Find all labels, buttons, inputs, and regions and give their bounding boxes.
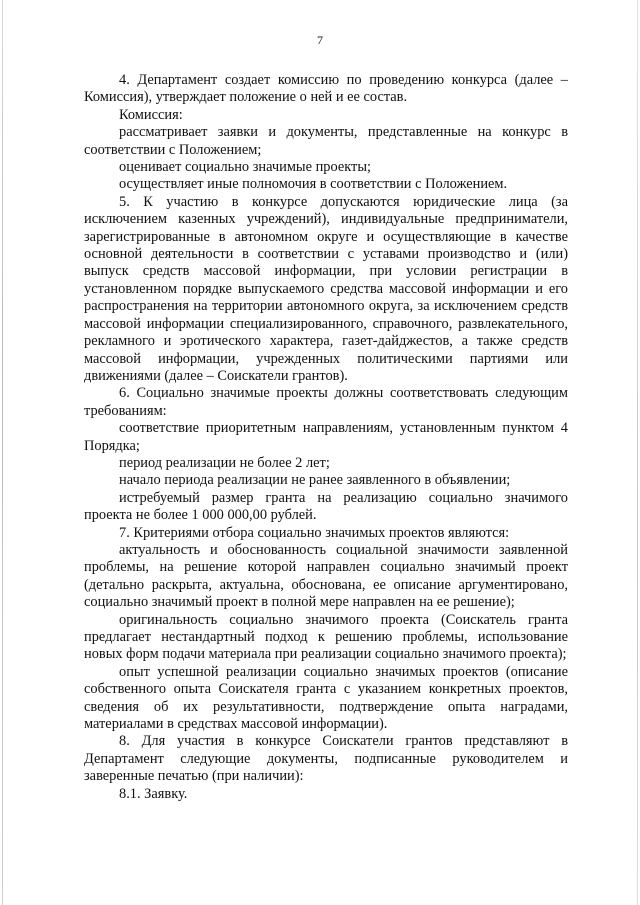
paragraph-commission-other: осуществляет иные полномочия в соответствии с Положением. [119, 176, 508, 193]
paragraph-7-originality: оригинальность социально значимого проекта (Соискатель гранта предлагает нестандартный подход к решению проблемы, использование новых форм подачи материала при реализации социально значимого проекта); [84, 611, 568, 663]
paragraph-8: 8. Для участия в конкурсе Соискатели грантов представляют в Департамент следующие документы, подписанные руководителем и заверенные печатью (при наличии): [84, 733, 568, 785]
scan-edge-right [637, 0, 638, 905]
paragraph-7: 7. Критериями отбора социально значимых проектов являются: [119, 524, 510, 541]
paragraph-5: 5. К участию в конкурсе допускаются юридические лица (за исключением казенных учреждений), индивидуальные предприниматели, зарегистрированные в автономном округе и осуществляющие в качестве основной деятельности в соответствии с уставами производство и (или) выпуск средств массовой информации, при условии регистрации в установленном порядке выпускаемого средства массовой информации и его распространения на территории автономного округа, за исключением средств массовой информации специализированного, справочного, развлекательного, рекламного и эротического характера, газет-дайджестов, а также средств массовой информации, учрежденных политическими партиями или движениями (далее – Соискатели грантов). [84, 193, 568, 384]
paragraph-6-priority: соответствие приоритетным направлениям, установленным пунктом 4 Порядка; [84, 420, 568, 454]
page-number: 7 [317, 33, 323, 47]
paragraph-6-period: период реализации не более 2 лет; [119, 454, 330, 471]
paragraph-6: 6. Социально значимые проекты должны соответствовать следующим требованиям: [84, 385, 568, 419]
scan-edge-left [2, 0, 3, 905]
paragraph-4: 4. Департамент создает комиссию по проведению конкурса (далее – Комиссия), утверждает положение о ней и ее состав. [84, 72, 568, 106]
paragraph-7-relevance: актуальность и обоснованность социальной значимости заявленной проблемы, на решение которой направлен социально значимый проект (детально раскрыта, актуальна, обоснована, ее описание аргументировано, социально значимый проект в полной мере направлен на ее решение); [84, 541, 568, 611]
paragraph-7-experience: опыт успешной реализации социально значимых проектов (описание собственного опыта Соискателя гранта с указанием конкретных проектов, сведения об их результативности, подтверждение опыта наградами, материалами в средствах массовой информации). [84, 663, 568, 733]
document-body [84, 72, 568, 803]
paragraph-8-1: 8.1. Заявку. [119, 785, 188, 802]
paragraph-commission-heading: Комиссия: [119, 106, 183, 123]
paragraph-commission-review: рассматривает заявки и документы, представленные на конкурс в соответствии с Положением; [84, 124, 568, 158]
paragraph-commission-evaluate: оценивает социально значимые проекты; [119, 159, 371, 176]
paragraph-6-amount: истребуемый размер гранта на реализацию социально значимого проекта не более 1 000 000,00 рублей. [84, 489, 568, 524]
paragraph-6-start: начало периода реализации не ранее заявленного в объявлении; [119, 472, 511, 489]
